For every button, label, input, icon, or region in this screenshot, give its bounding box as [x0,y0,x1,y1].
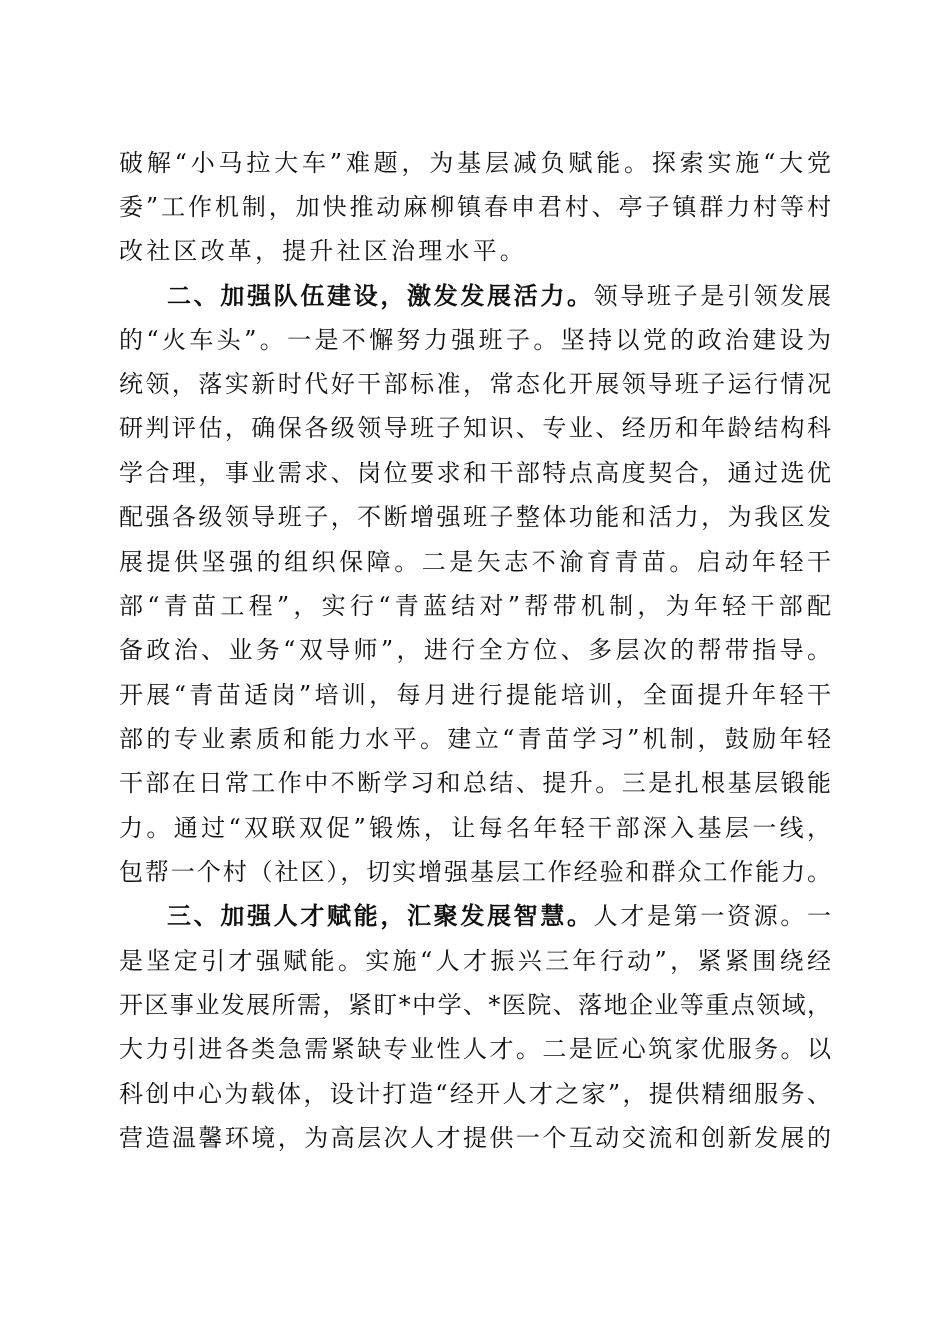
text-line: 研判评估，确保各级领导班子知识、专业、经历和年龄结构科 [119,414,831,442]
text-line: 干部在日常工作中不断学习和总结、提升。三是扎根基层锻能 [119,769,831,797]
text-line: 部“青苗工程”，实行“青蓝结对”帮带机制，为年轻干部配 [119,592,831,620]
text-line: 部的专业素质和能力水平。建立“青苗学习”机制，鼓励年轻 [119,725,831,753]
section-heading-2: 二、加强队伍建设，激发发展活力。 [167,282,594,310]
text-line: 营造温馨环境，为高层次人才提供一个互动交流和创新发展的 [119,1124,831,1152]
text-line: 是坚定引才强赋能。实施“人才振兴三年行动”，紧紧围绕经 [119,947,831,975]
text-line: 改社区改革，提升社区治理水平。 [119,237,527,265]
text-line: 展提供坚强的组织保障。二是矢志不渝育青苗。启动年轻干 [119,548,831,576]
text-line: 大力引进各类急需紧缺专业性人才。二是匠心筑家优服务。以 [119,1035,831,1063]
text-line: 委”工作机制，加快推动麻柳镇春申君村、亭子镇群力村等村 [119,193,831,221]
text-span: 领导班子是引领发展 [593,282,832,310]
text-line: 的“火车头”。一是不懈努力强班子。坚持以党的政治建设为 [119,326,831,354]
section-heading-3: 三、加强人才赋能，汇聚发展智慧。 [167,902,594,930]
text-line: 破解“小马拉大车”难题，为基层减负赋能。探索实施“大党 [119,149,831,177]
text-span: 人才是第一资源。一 [593,902,832,930]
text-line: 学合理，事业需求、岗位要求和干部特点高度契合，通过选优 [119,459,831,487]
text-line: 包帮一个村（社区），切实增强基层工作经验和群众工作能力。 [119,858,831,886]
text-line: 开展“青苗适岗”培训，每月进行提能培训，全面提升年轻干 [119,681,831,709]
text-line: 备政治、业务“双导师”，进行全方位、多层次的帮带指导。 [119,636,831,664]
text-line: 力。通过“双联双促”锻炼，让每名年轻干部深入基层一线， [119,814,831,842]
text-line: 科创中心为载体，设计打造“经开人才之家”，提供精细服务、 [119,1080,831,1108]
text-line: 开区事业发展所需，紧盯*中学、*医院、落地企业等重点领域， [119,991,831,1019]
text-line: 配强各级领导班子，不断增强班子整体功能和活力，为我区发 [119,503,831,531]
text-line: 统领，落实新时代好干部标准，常态化开展领导班子运行情况 [119,370,831,398]
section-heading-line [167,274,831,318]
section-heading-line [167,894,831,938]
